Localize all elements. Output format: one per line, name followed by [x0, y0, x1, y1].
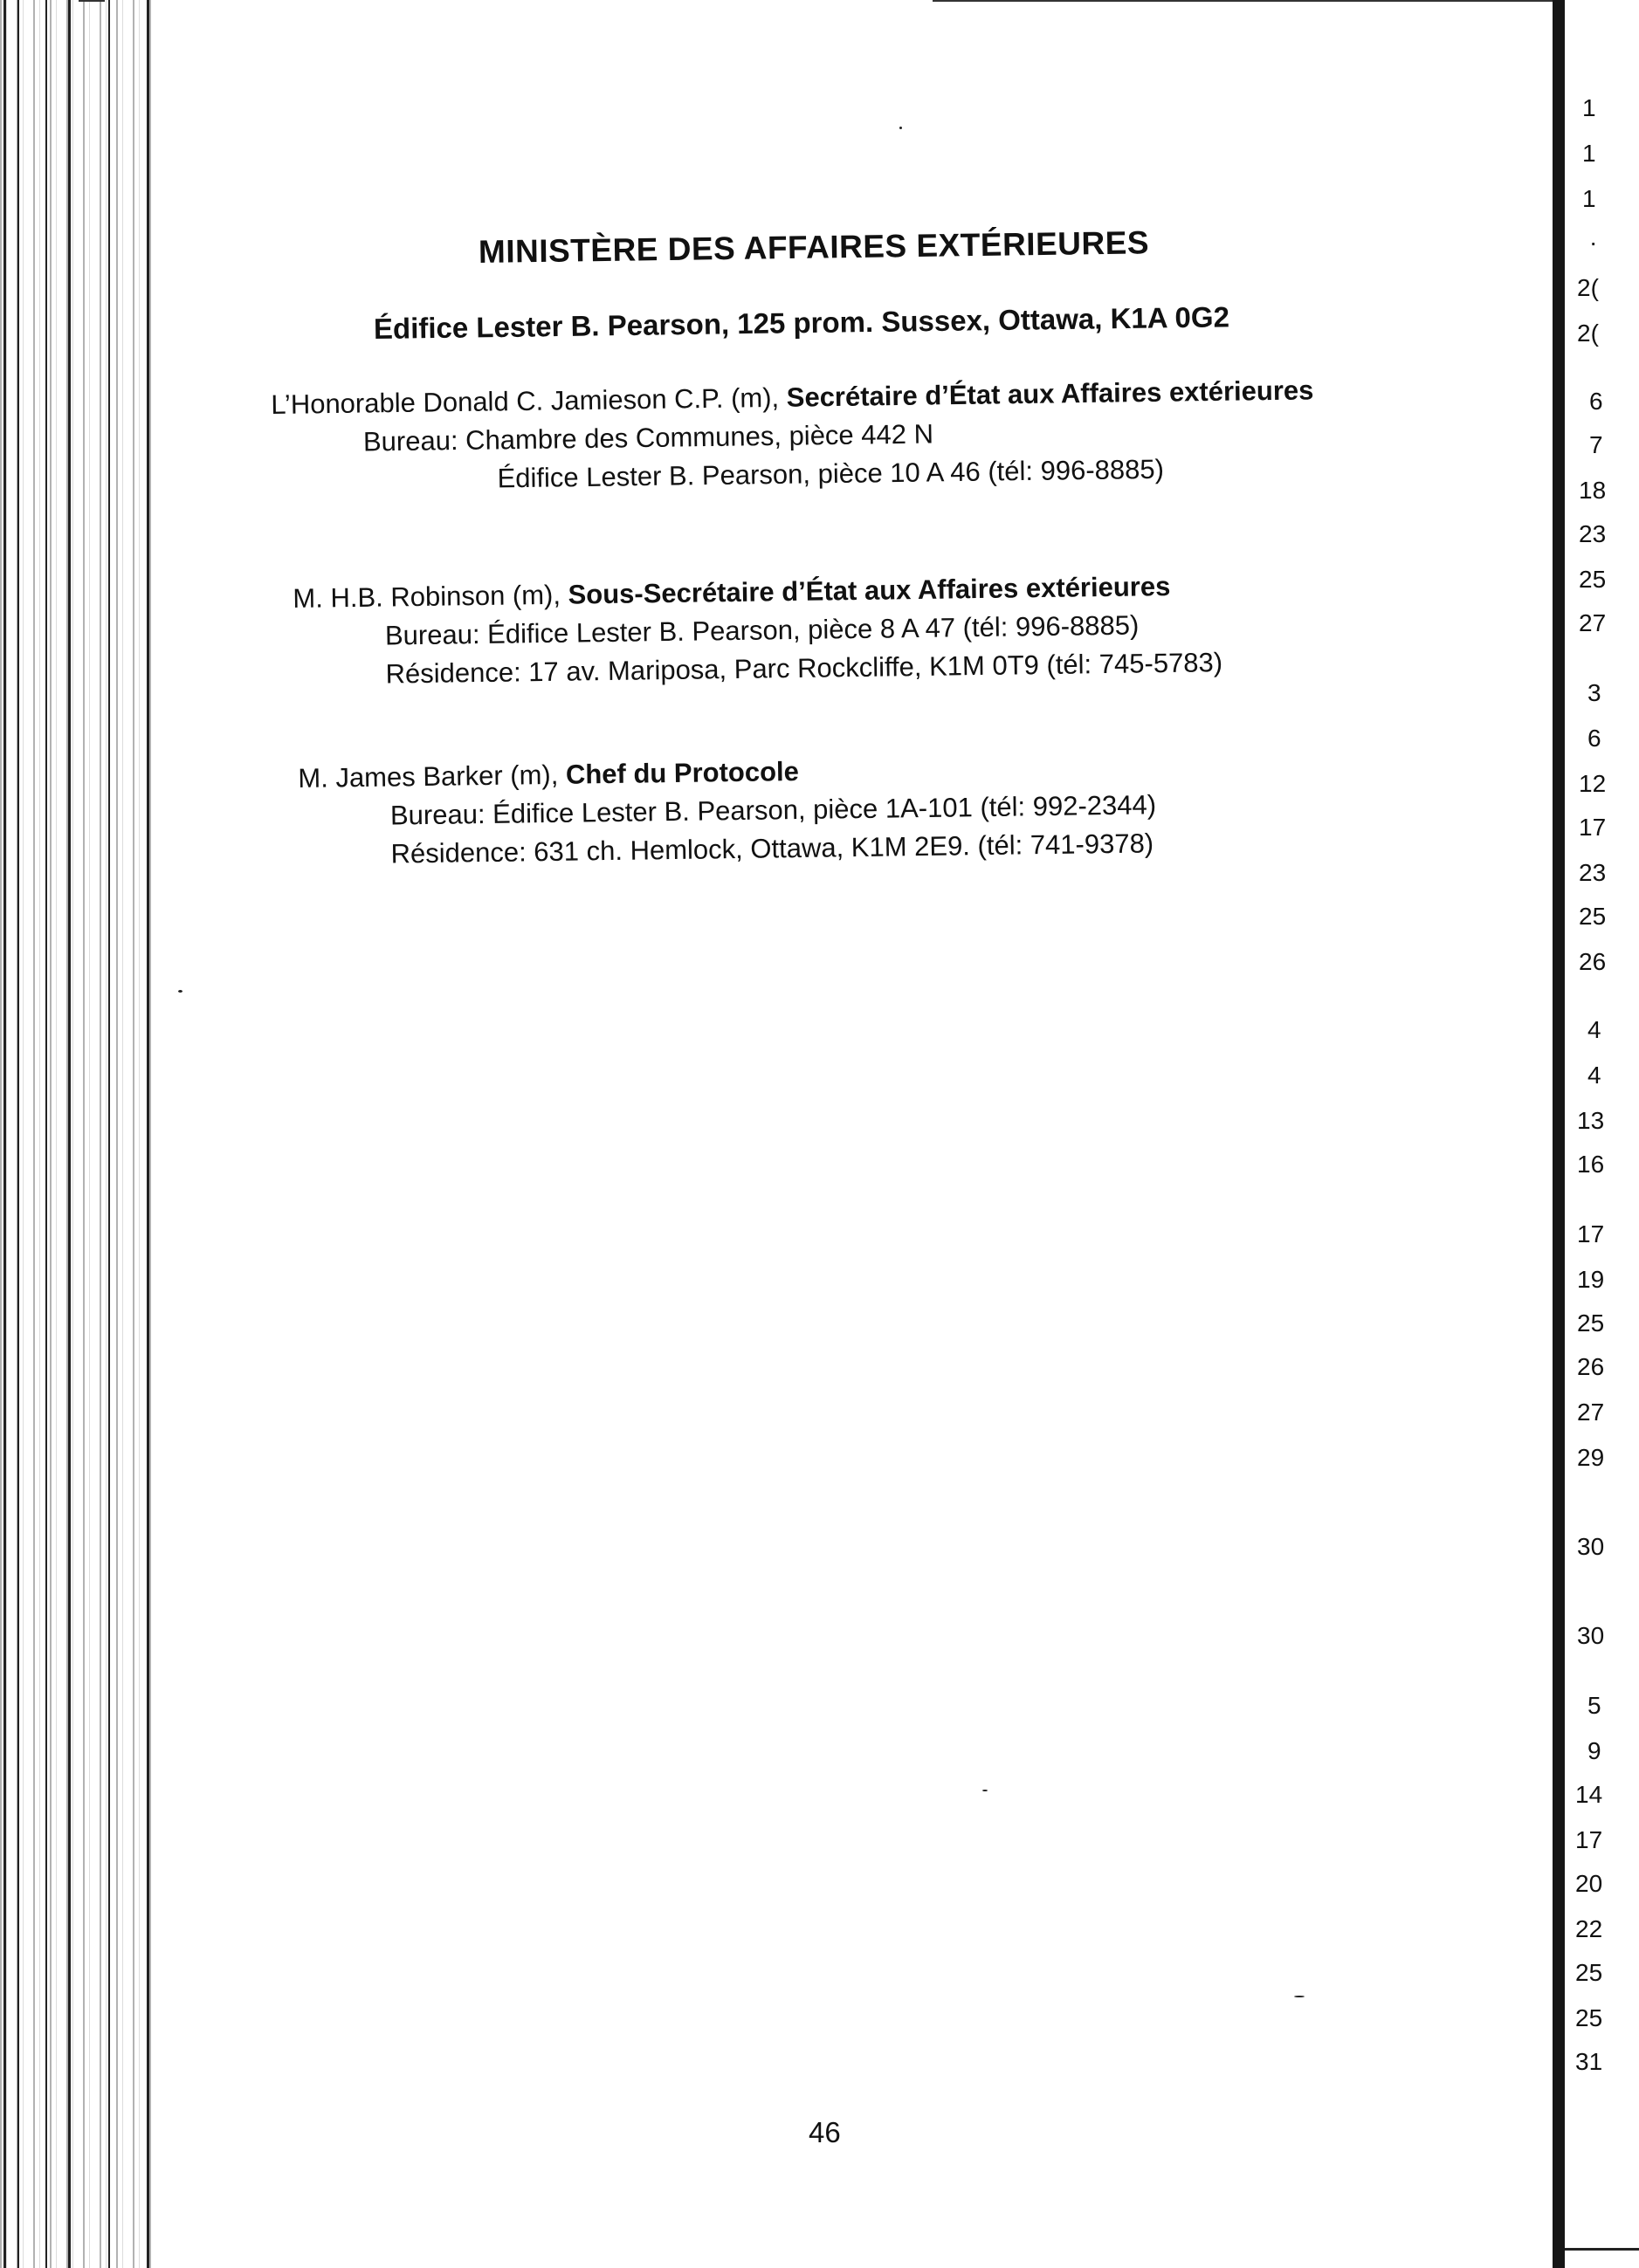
adjacent-page-number: 23 [1579, 859, 1607, 886]
adjacent-page-number: 25 [1575, 2004, 1603, 2031]
adjacent-page-number: 5 [1587, 1692, 1601, 1719]
entry-person: M. James Barker (m), [298, 759, 567, 794]
entry-residence: Résidence: 631 ch. Hemlock, Ottawa, K1M 2E9. (tél: 741-9378) [390, 828, 1154, 869]
adjacent-page-number: 1 [1582, 140, 1596, 167]
page-gutter [1553, 0, 1565, 2268]
entry-role: Chef du Protocole [565, 755, 800, 790]
adjacent-page-number: 25 [1579, 566, 1607, 593]
adjacent-page-number: 16 [1577, 1151, 1605, 1178]
adjacent-page-numbers [1575, 0, 1639, 2268]
directory-entry [293, 567, 1222, 695]
adjacent-page-number: 17 [1575, 1826, 1603, 1853]
scan-speck [1294, 1996, 1305, 1997]
adjacent-page-number: 30 [1577, 1622, 1605, 1649]
adjacent-page-number: 3 [1587, 679, 1601, 706]
adjacent-page-number: 27 [1577, 1399, 1605, 1426]
entry-person: L’Honorable Donald C. Jamieson C.P. (m), [271, 381, 788, 421]
adjacent-page-number: 12 [1579, 770, 1607, 797]
adjacent-page-number: · [1589, 229, 1598, 256]
adjacent-page-number: 18 [1579, 477, 1607, 504]
ministry-title: MINISTÈRE DES AFFAIRES EXTÉRIEURES [478, 224, 1150, 270]
adjacent-page-edge [1565, 0, 1639, 2268]
entry-office-alt: Édifice Lester B. Pearson, pièce 10 A 46 (tél: 996-8885) [497, 453, 1165, 494]
ministry-address: Édifice Lester B. Pearson, 125 prom. Sussex, Ottawa, K1A 0G2 [373, 300, 1230, 345]
adjacent-page-number: 25 [1577, 1309, 1605, 1337]
page-number: 46 [809, 2116, 841, 2148]
adjacent-page-number: 29 [1577, 1444, 1605, 1471]
adjacent-page-number: 2( [1577, 274, 1599, 301]
adjacent-page-number: 22 [1575, 1915, 1603, 1942]
adjacent-page-number: 25 [1579, 903, 1607, 930]
entry-residence: Résidence: 17 av. Mariposa, Parc Rockcliffe, K1M 0T9 (tél: 745-5783) [385, 647, 1223, 690]
entry-office: Bureau: Édifice Lester B. Pearson, pièce 1A-101 (tél: 992-2344) [389, 789, 1157, 831]
entry-office: Bureau: Édifice Lester B. Pearson, pièce 8 A 47 (tél: 996-8885) [384, 609, 1140, 651]
scan-speck [178, 990, 182, 993]
adjacent-page-number: 27 [1579, 609, 1607, 636]
adjacent-page-number: 20 [1575, 1870, 1603, 1897]
adjacent-page-number: 23 [1579, 520, 1607, 547]
adjacent-page-number: 2( [1577, 320, 1599, 347]
adjacent-page-number: 4 [1587, 1062, 1601, 1089]
entry-person: M. H.B. Robinson (m), [293, 579, 568, 615]
adjacent-page-number: 31 [1575, 2048, 1603, 2075]
entry-role: Secrétaire d’État aux Affaires extérieures [786, 375, 1314, 413]
directory-entry [298, 747, 1157, 875]
adjacent-page-number: 9 [1587, 1737, 1601, 1764]
entry-role: Sous-Secrétaire d’État aux Affaires extérieures [568, 570, 1171, 610]
scan-speck [899, 127, 902, 129]
adjacent-page-number: 4 [1587, 1016, 1601, 1043]
adjacent-page-number: 14 [1575, 1781, 1603, 1808]
adjacent-page-number: 17 [1577, 1220, 1605, 1247]
adjacent-page-number: 7 [1589, 431, 1603, 458]
bottom-rule [1565, 2248, 1639, 2251]
adjacent-page-number: 6 [1589, 388, 1603, 415]
adjacent-page-number: 1 [1582, 94, 1596, 121]
adjacent-page-number: 17 [1579, 814, 1607, 841]
adjacent-page-number: 26 [1579, 948, 1607, 975]
adjacent-page-number: 6 [1587, 725, 1601, 752]
entry-office: Bureau: Chambre des Communes, pièce 442 N [362, 418, 934, 457]
adjacent-page-number: 30 [1577, 1533, 1605, 1560]
adjacent-page-number: 1 [1582, 185, 1596, 212]
adjacent-page-number: 25 [1575, 1959, 1603, 1986]
scan-speck [982, 1790, 988, 1791]
directory-entry [271, 371, 1315, 501]
adjacent-page-number: 19 [1577, 1266, 1605, 1293]
adjacent-page-number: 26 [1577, 1353, 1605, 1380]
adjacent-page-number: 13 [1577, 1107, 1605, 1134]
